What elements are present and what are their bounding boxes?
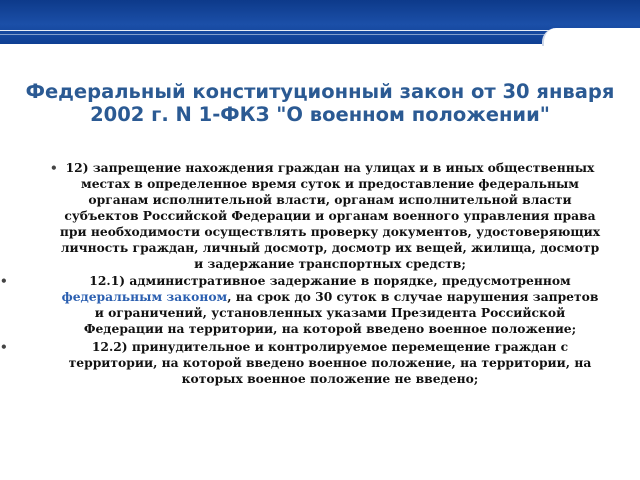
list-item	[0, 339, 604, 387]
header-accent-line	[0, 30, 640, 31]
bullet-icon: •	[50, 161, 58, 175]
slide-title: Федеральный конституционный закон от 30 января 2002 г. N 1-ФКЗ "О военном положении"	[25, 80, 615, 126]
list-item	[50, 160, 604, 272]
list-item-text: 12) запрещение нахождения граждан на улицах и в иных общественных местах в определенное время суток и предоставление федеральным органам исполнительной власти, органам исполнительной власти субъектов Российской Федерации и органам военного управления права при необходимости осуществлять проверку документов, удостоверяющих личность граждан, личный досмотр, досмотр их вещей, жилища, досмотр и задержание транспортных средств;	[59, 160, 601, 271]
list-item-text: 12.2) принудительное и контролируемое перемещение граждан с территории, на которой введено военное положение, на территории, на которых военное положение не введено;	[68, 339, 592, 386]
header-tab-shape	[542, 28, 640, 46]
federal-law-link[interactable]: федеральным законом	[61, 289, 228, 304]
content-list	[0, 160, 604, 387]
list-item-text-before-link: 12.1) административное задержание в порядке, предусмотренном	[89, 273, 571, 288]
bullet-icon: •	[0, 340, 8, 354]
bullet-icon: •	[0, 274, 8, 288]
list-item-text-after-link: , на срок до 30 суток в случае нарушения запретов и ограничений, установленных указами Президента Российской Федерации на территории, на которой введено военное положение;	[83, 289, 599, 336]
list-item	[0, 273, 604, 337]
